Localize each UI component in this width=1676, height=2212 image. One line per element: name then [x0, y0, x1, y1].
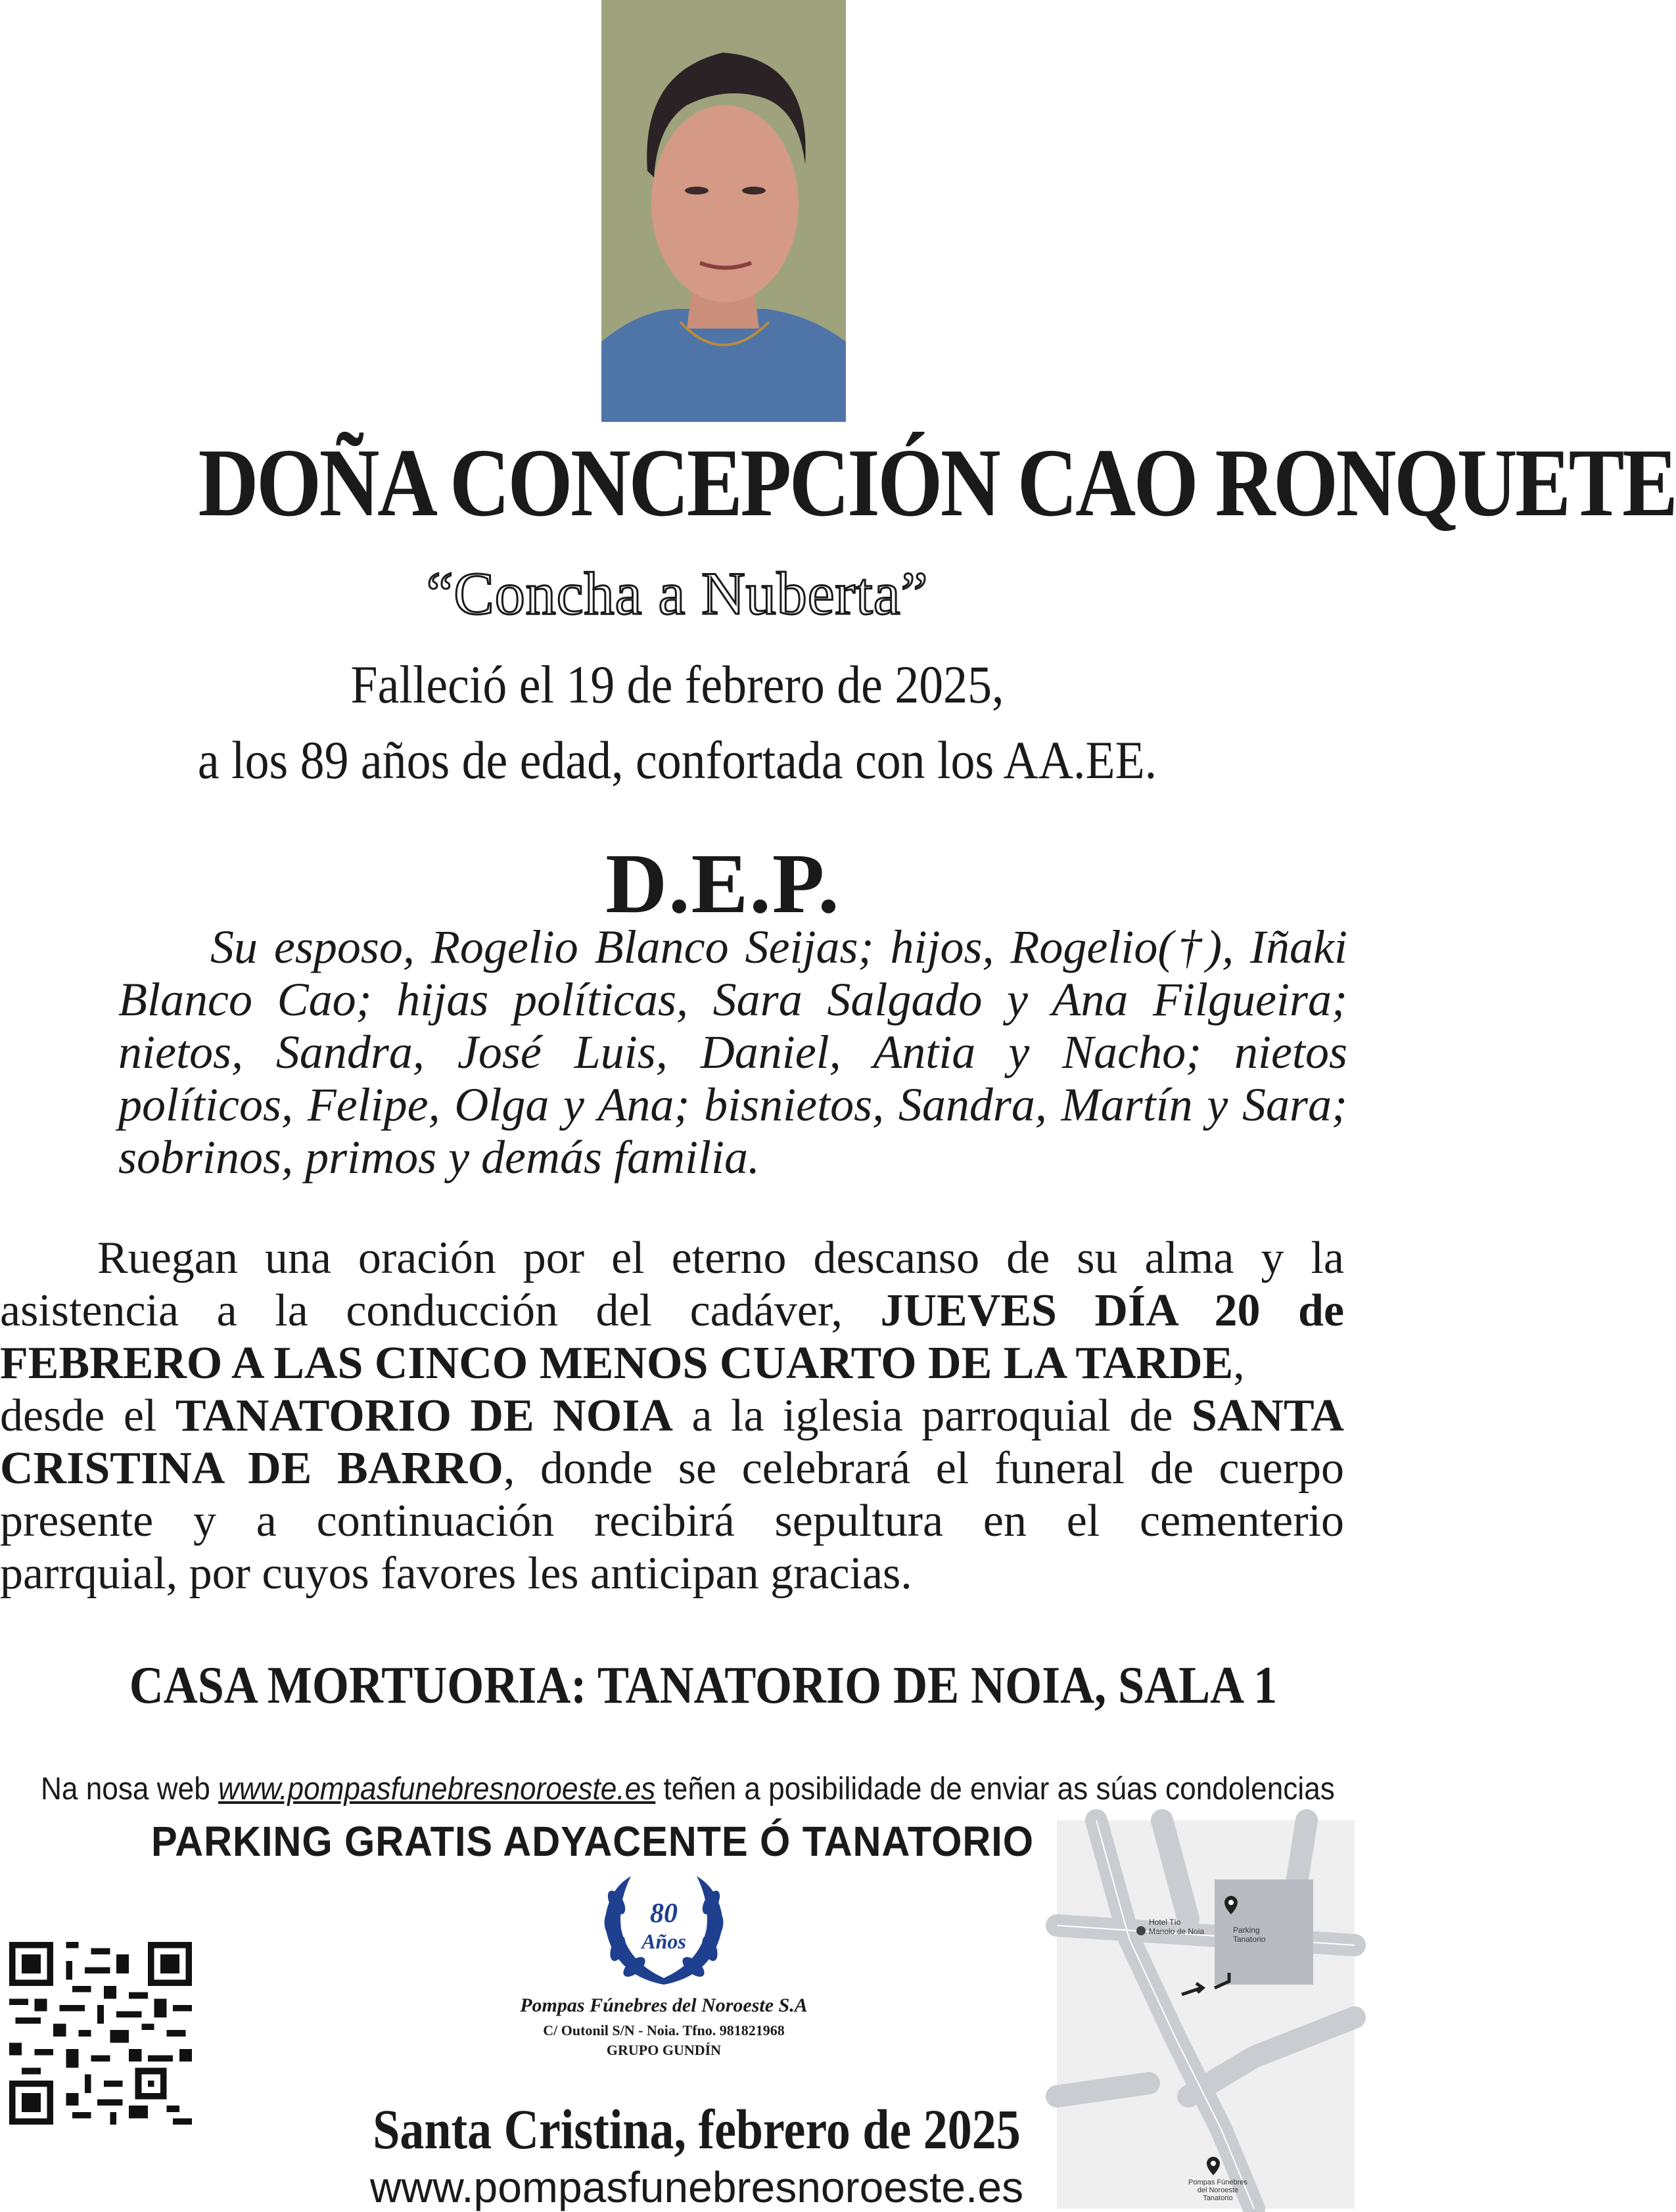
ceremony-text: ,	[1233, 1338, 1245, 1389]
company-logo	[454, 1863, 874, 2080]
condolences-note	[41, 1771, 1335, 1807]
ceremony-text: a la iglesia parroquial de	[691, 1391, 1173, 1441]
footer-website[interactable]: www.pompasfunebresnoroeste.es	[369, 2163, 1024, 2211]
portrait-photo	[601, 0, 846, 422]
condolences-link[interactable]: www.pompasfunebresnoroeste.es	[218, 1772, 656, 1807]
ceremony-text: desde el	[0, 1391, 157, 1441]
ceremony-text: asistencia a la conducción del cadáver,	[0, 1285, 843, 1336]
company-address: C/ Outonil S/N - Noia. Tfno. 981821968	[543, 2022, 785, 2039]
ceremony-venue-bold: TANATORIO DE NOIA	[175, 1391, 673, 1441]
ceremony-line: parrquial, por cuyos favores les anticipan gracias.	[0, 1548, 912, 1599]
condolences-suffix: teñen a posibilidade de enviar as súas condolencias	[663, 1772, 1335, 1807]
casa-mortuoria: CASA MORTUORIA: TANATORIO DE NOIA, SALA 1	[129, 1657, 1278, 1715]
ceremony-line	[0, 1442, 1344, 1495]
family-line: Blanco Cao; hijas políticas, Sara Salgado y Ana Filgueira;	[118, 973, 1347, 1026]
portrait-illustration	[601, 0, 846, 422]
family-line: Su esposo, Rogelio Blanco Seijas; hijos, Rogelio(†), Iñaki	[210, 921, 1347, 973]
footer-place-date: Santa Cristina, febrero de 2025	[373, 2098, 1021, 2161]
map-label-funeral-home: Pompas Fúnebres del Noroeste Tanatorio	[1188, 2178, 1247, 2202]
family-line: sobrinos, primos y demás familia.	[118, 1131, 760, 1184]
family-line: nietos, Sandra, José Luis, Daniel, Antia y Nacho; nietos	[118, 1026, 1347, 1078]
death-date-line: Falleció el 19 de febrero de 2025,	[350, 655, 1004, 714]
ceremony-line	[0, 1285, 1344, 1337]
ceremony-church-bold: CRISTINA DE BARRO	[0, 1443, 503, 1494]
ceremony-line	[0, 1337, 1344, 1390]
map-label-parking: Parking Tanatorio	[1233, 1925, 1266, 1944]
map-label-hotel: Hotel Tío Manolo de Noia	[1149, 1918, 1205, 1936]
ceremony-line: Ruegan una oración por el eterno descanso de su alma y la	[97, 1233, 1344, 1283]
company-group: GRUPO GUNDÍN	[606, 2042, 722, 2058]
badge-number: 80	[650, 1899, 678, 1929]
condolences-prefix: Na nosa web	[41, 1772, 210, 1807]
deceased-name: DOÑA CONCEPCIÓN CAO RONQUETE	[198, 429, 1676, 537]
ceremony-date-bold: JUEVES DÍA 20 de	[880, 1285, 1345, 1336]
badge-word: Años	[641, 1929, 686, 1953]
dep-heading: D.E.P.	[605, 837, 841, 931]
company-name: Pompas Fúnebres del Noroeste S.A	[520, 1994, 808, 2016]
parking-notice: PARKING GRATIS ADYACENTE Ó TANATORIO	[151, 1818, 1034, 1865]
ceremony-text: , donde se celebrará el funeral de cuerpo	[503, 1443, 1344, 1494]
ceremony-line: presente y a continuación recibirá sepultura en el cementerio	[0, 1496, 1344, 1546]
deceased-nickname: “Concha a Nuberta”	[426, 560, 929, 627]
ceremony-time-bold: FEBRERO A LAS CINCO MENOS CUARTO DE LA TARDE	[0, 1338, 1234, 1389]
ceremony-church-bold: SANTA	[1191, 1391, 1344, 1441]
family-line: políticos, Felipe, Olga y Ana; bisnietos, Sandra, Martín y Sara;	[118, 1078, 1347, 1131]
age-line: a los 89 años de edad, confortada con los AA.EE.	[197, 730, 1157, 790]
ceremony-line	[0, 1390, 1344, 1442]
laurel-wreath-icon	[585, 1863, 743, 1994]
